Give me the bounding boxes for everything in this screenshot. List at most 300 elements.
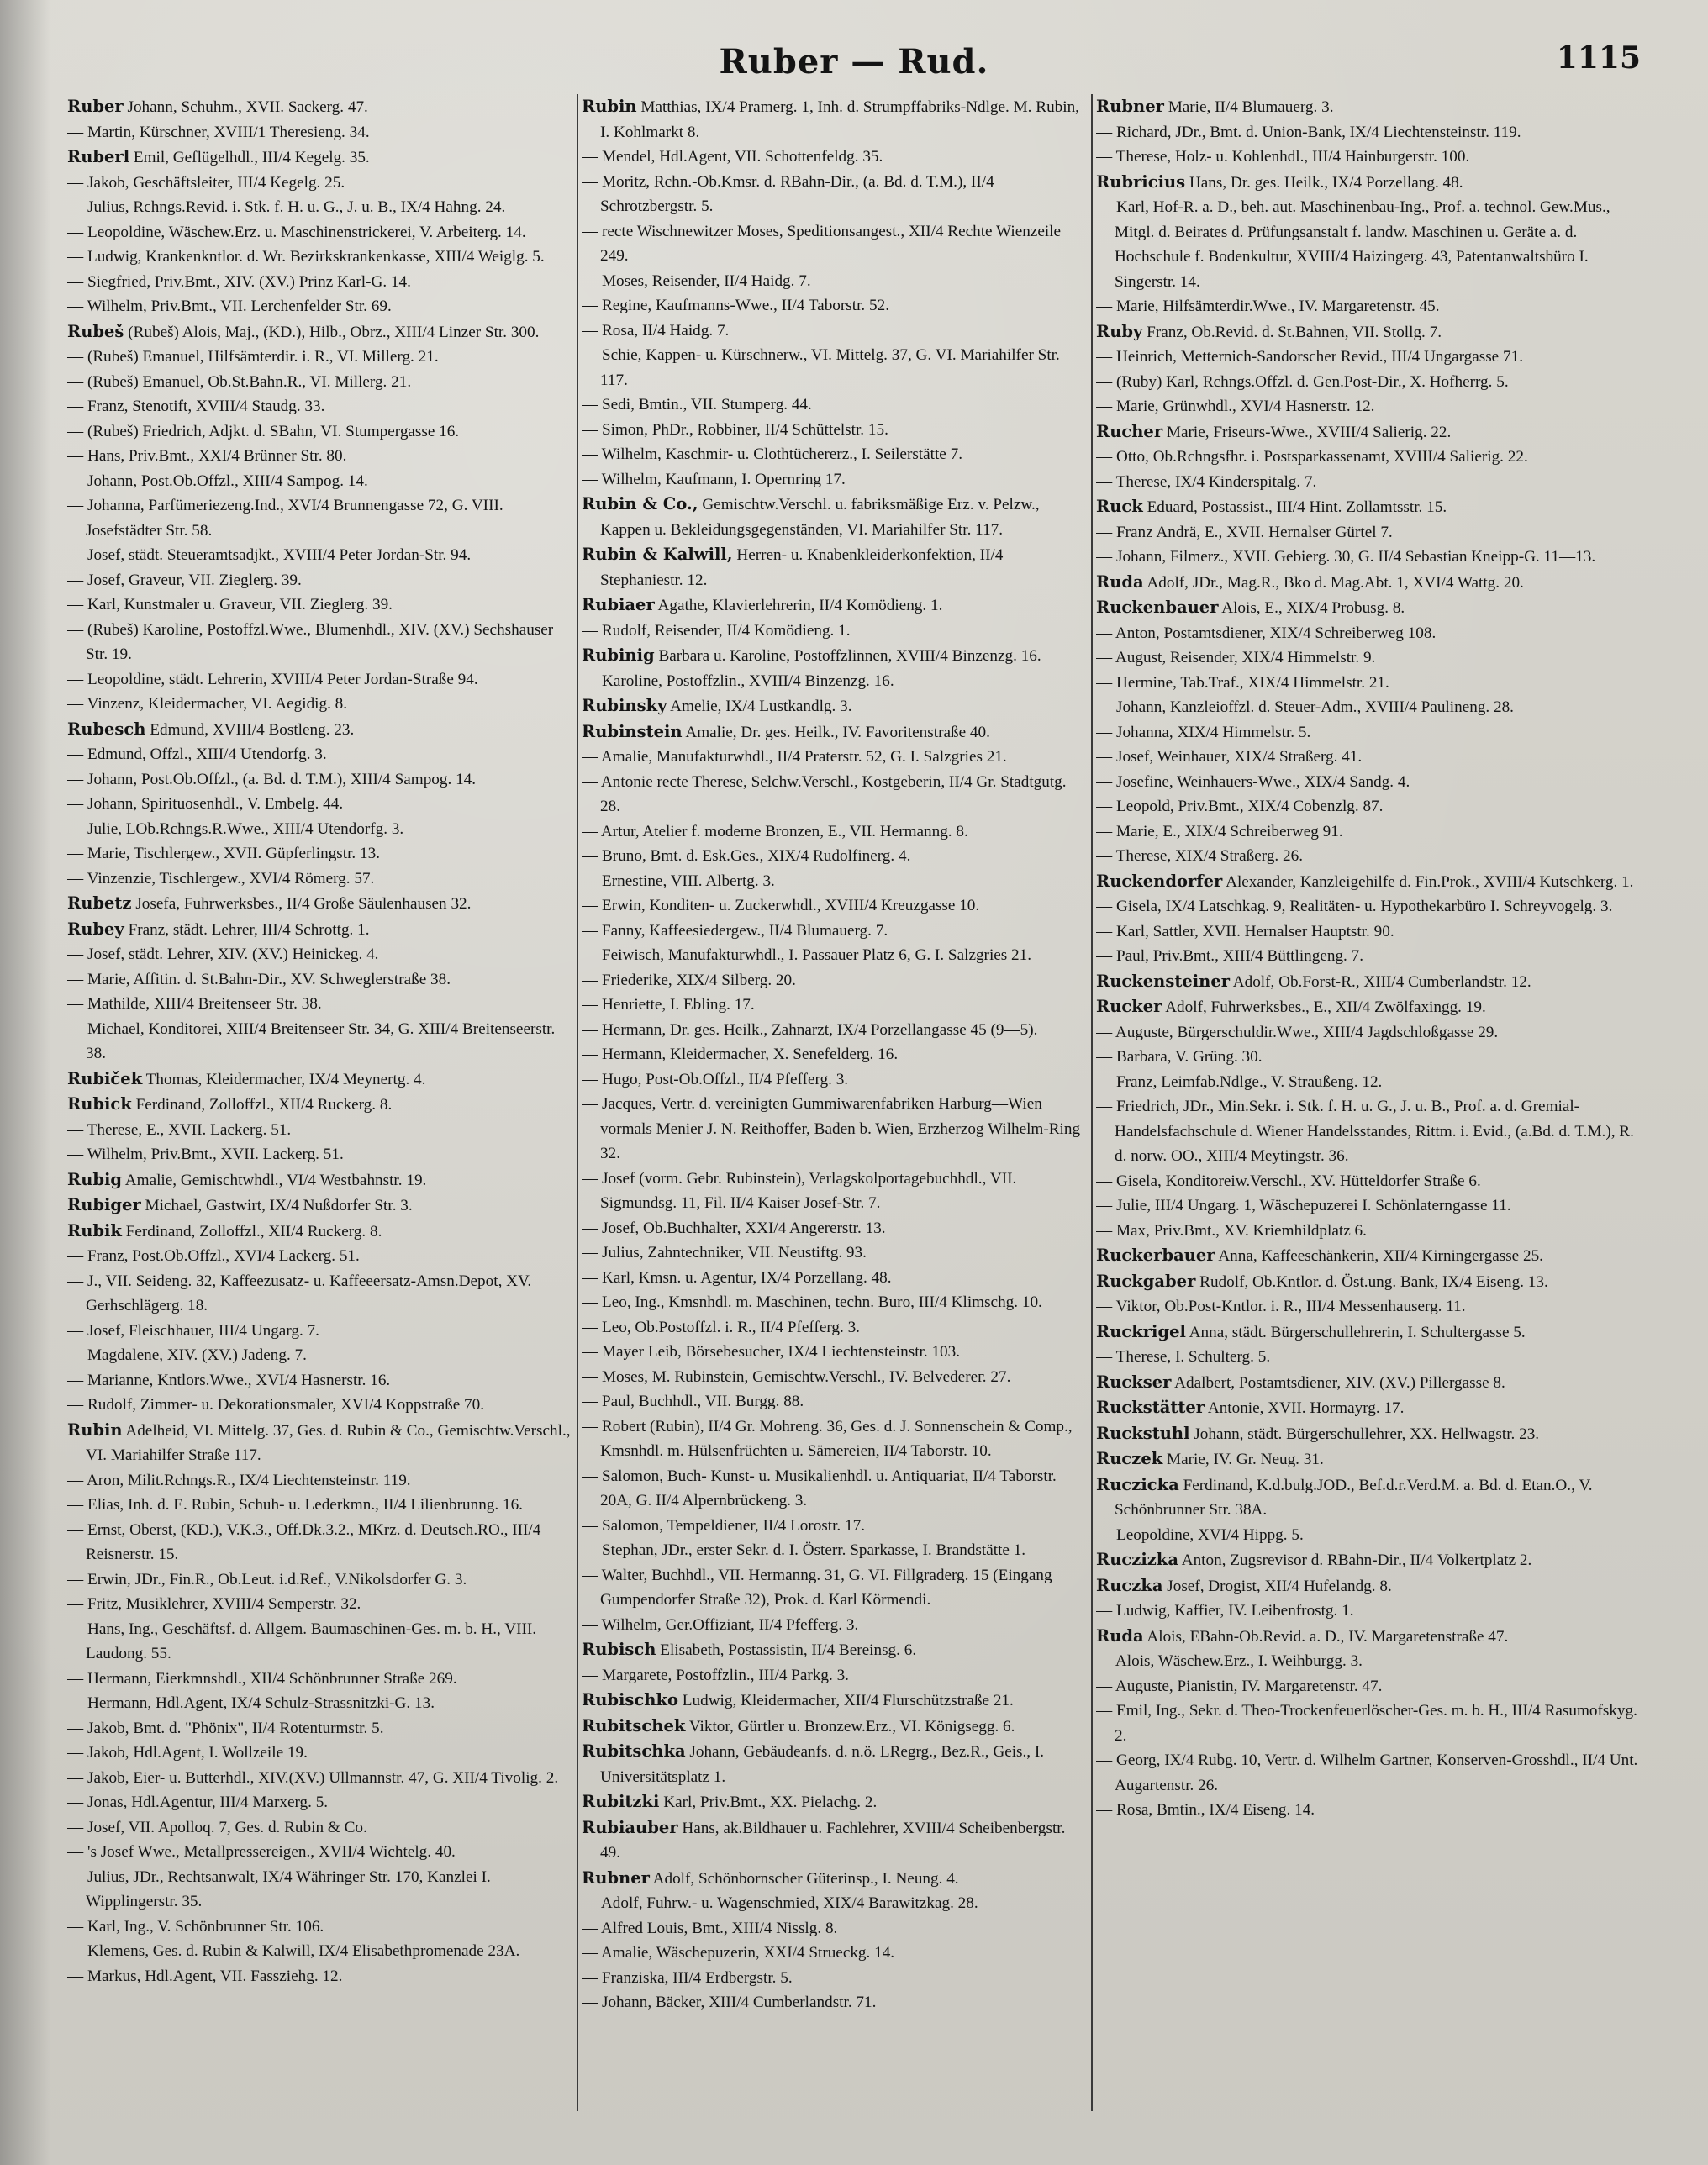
directory-entry — [1096, 120, 1639, 145]
entry-text: Dr. ges. Heilk., Zahnarzt, IX/4 Porzellangasse 45 (9—5). — [666, 1020, 1038, 1039]
entry-headword: Rubiger — [67, 1195, 141, 1214]
entry-headword: — Fanny, — [582, 921, 646, 940]
directory-entry — [67, 1567, 572, 1593]
entry-headword: — Vinzenzie, — [67, 869, 156, 888]
directory-entry — [1096, 145, 1639, 170]
directory-entry — [1096, 1547, 1639, 1573]
entry-text: Adolf, JDr., Mag.R., Bko d. Mag.Abt. 1, XVI/4 Wattg. 20. — [1143, 573, 1524, 592]
entry-text: JDr., Min.Sekr. i. Stk. f. H. u. G., J. u. B., Prof. a. d. Gremial-Handelsfachschule d. Wiener Handelsstandes, Rittm. i. Evid., (a.Bd. d. T.M.), R. d. norw. OO., XIII/4 Meytingstr. 36. — [1115, 1098, 1634, 1165]
entry-text: Karl, Priv.Bmt., XX. Pielachg. 2. — [659, 1794, 878, 1811]
directory-entry — [67, 1368, 572, 1393]
directory-entry — [582, 1916, 1086, 1941]
entry-headword: Ruckstätter — [1096, 1398, 1205, 1417]
entry-headword: Ruckensteiner — [1096, 971, 1231, 991]
entry-text: Milit.Rchngs.R., IX/4 Liechtensteinstr. 119. — [124, 1471, 411, 1489]
entry-text: Adalbert, Postamtsdiener, XIV. (XV.) Pillergasse 8. — [1171, 1373, 1505, 1392]
entry-headword: Rubin & Co., — [582, 494, 698, 514]
directory-entry — [67, 867, 572, 892]
directory-entry — [67, 568, 572, 593]
entry-text: Edmund, XVIII/4 Bostleng. 23. — [145, 720, 355, 739]
column-right — [1096, 94, 1639, 2111]
directory-entry — [1096, 1472, 1639, 1523]
entry-text: E., XVII. Hernalser Gürtel 7. — [1200, 523, 1393, 541]
directory-entry — [67, 1017, 572, 1067]
entry-headword: — Josef, — [67, 946, 125, 963]
entry-headword: — (Rubeš) — [67, 620, 139, 639]
entry-headword: — Max, — [1096, 1221, 1150, 1240]
entry-text: Moses, Speditionsangest., XII/4 Rechte Wienzeile 249. — [600, 222, 1062, 265]
entry-headword: — Rosa, — [1096, 1801, 1153, 1819]
entry-text: V. Grüng. 30. — [1171, 1048, 1263, 1066]
entry-text: Amalie, Gemischtwhdl., VI/4 Westbahnstr. 19. — [122, 1171, 427, 1189]
column-divider — [577, 94, 578, 2111]
entry-headword: — Erwin, — [582, 897, 646, 914]
entry-text: Vertr. d. vereinigten Gummiwarenfabriken Harburg—Wien vormals Menier J. N. Reithoffer, Baden b. Wien, Erzherzog Wilhelm-Ring 32. — [600, 1095, 1081, 1162]
entry-text: Atelier f. moderne Bronzen, E., VII. Hermanng. 8. — [639, 822, 968, 840]
directory-entry — [67, 792, 572, 817]
directory-entry — [67, 1815, 572, 1841]
directory-entry — [1096, 1045, 1639, 1070]
directory-entry — [1096, 1094, 1639, 1169]
directory-entry — [67, 1716, 572, 1741]
directory-entry — [582, 1866, 1086, 1892]
entry-text: Ob.Buchhalter, XXI/4 Angererstr. 13. — [639, 1219, 886, 1237]
directory-entry — [67, 1964, 572, 1989]
directory-entry — [1096, 621, 1639, 646]
entry-text: Alois, E., XIX/4 Probusg. 8. — [1218, 599, 1405, 617]
directory-entry — [582, 418, 1086, 443]
entry-headword: Rubisch — [582, 1640, 656, 1659]
entry-headword: Rubischko — [582, 1690, 678, 1709]
entry-headword: — Jacques, — [582, 1095, 656, 1113]
directory-entry — [1096, 394, 1639, 419]
entry-text: Bäcker, XIII/4 Cumberlandstr. 71. — [651, 1994, 877, 2011]
entry-headword: — Franz Andrä, — [1096, 523, 1201, 541]
entry-headword: Ruckrigel — [1096, 1321, 1186, 1341]
directory-entry — [67, 1193, 572, 1219]
directory-entry — [67, 742, 572, 767]
entry-text: Adolf, Ob.Forst-R., XIII/4 Cumberlandstr. 12. — [1230, 972, 1531, 991]
entry-text: Bmtin., VII. Stumperg. 44. — [634, 396, 812, 414]
directory-entry — [67, 1092, 572, 1118]
entry-headword: — Sedi, — [582, 396, 635, 414]
directory-entry — [67, 593, 572, 618]
entry-text: Amalie, Dr. ges. Heilk., IV. Favoritenstraße 40. — [682, 723, 990, 741]
entry-headword: — Mayer Leib, — [582, 1343, 682, 1361]
entry-text: Priv.Bmt., XXI/4 Brünner Str. 80. — [124, 447, 347, 465]
directory-entry — [582, 1613, 1086, 1638]
entry-text: Offzl., XIII/4 Utendorfg. 3. — [145, 745, 327, 763]
directory-entry — [582, 1815, 1086, 1866]
entry-text: Priv.Bmt., VII. Lerchenfelder Str. 69. — [146, 298, 392, 315]
directory-entry — [1096, 445, 1639, 470]
entry-text: VII. Apolloq. 7, Ges. d. Rubin & Co. — [124, 1818, 367, 1836]
entry-headword: Ruckenbauer — [1096, 598, 1219, 617]
directory-entry — [67, 469, 572, 494]
entry-headword: — Josefine, — [1096, 772, 1173, 791]
directory-entry — [582, 1092, 1086, 1167]
directory-entry — [67, 1518, 572, 1567]
directory-entry — [582, 1563, 1086, 1613]
directory-entry — [1096, 419, 1639, 445]
directory-entry — [67, 1691, 572, 1716]
directory-entry — [67, 294, 572, 319]
directory-entry — [67, 1865, 572, 1915]
entry-headword: — Leopoldine, — [67, 670, 166, 688]
entry-text: Ing., V. Schönbrunner Str. 106. — [119, 1917, 324, 1936]
entry-text: Kaufmanns-Wwe., II/4 Taborstr. 52. — [651, 297, 889, 314]
directory-entry — [67, 145, 572, 171]
directory-entry — [67, 1766, 572, 1791]
directory-entry — [582, 1663, 1086, 1688]
directory-entry — [1096, 944, 1639, 969]
entry-text: XVI/4 Hippg. 5. — [1194, 1525, 1304, 1544]
entry-text: Ob.Rchngsfhr. i. Postsparkassenamt, XVIII/4 Salierig. 22. — [1148, 448, 1528, 466]
entry-headword: — Marianne, — [67, 1371, 154, 1389]
entry-headword: — 's Josef Wwe., — [67, 1843, 180, 1861]
entry-headword: — Robert — [582, 1417, 646, 1435]
directory-entry — [67, 1244, 572, 1269]
entry-headword: — Edmund, — [67, 745, 146, 763]
directory-entry — [582, 1266, 1086, 1291]
entry-text: IX/4 Kinderspitalg. 7. — [1171, 472, 1317, 491]
entry-text: Bürgerschuldir.Wwe., XIII/4 Jagdschloßgasse 29. — [1173, 1023, 1499, 1041]
entry-text: E., XVII. Lackerg. 51. — [142, 1120, 292, 1139]
entry-text: Fuhrw.- u. Wagenschmied, XIX/4 Barawitzkag. 28. — [642, 1894, 978, 1912]
entry-text: I. Schulterg. 5. — [1171, 1348, 1271, 1366]
directory-entry — [1096, 1421, 1639, 1447]
directory-entry — [1096, 869, 1639, 895]
directory-entry — [582, 293, 1086, 319]
entry-headword: Rubricius — [1096, 171, 1186, 192]
directory-entry — [1096, 1169, 1639, 1194]
entry-headword: — Karl, — [1096, 198, 1149, 216]
entry-text: PhDr., Robbiner, II/4 Schüttelstr. 15. — [647, 420, 888, 439]
entry-headword: — Johann, — [67, 770, 138, 788]
entry-text: LOb.Rchngs.R.Wwe., XIII/4 Utendorfg. 3. — [122, 819, 404, 838]
directory-entry — [67, 1067, 572, 1093]
directory-entry — [67, 120, 572, 145]
directory-entry — [1096, 1748, 1639, 1798]
directory-entry — [1096, 994, 1639, 1020]
directory-entry — [1096, 1243, 1639, 1269]
entry-headword: — (Rubeš) — [67, 372, 139, 391]
entry-headword: — Schie, — [582, 346, 642, 364]
entry-headword: — Viktor, — [1096, 1298, 1161, 1315]
entry-headword: — Margarete, — [582, 1666, 672, 1684]
directory-entry — [1096, 520, 1639, 545]
entry-text: Spirituosenhdl., V. Embelg. 44. — [137, 795, 344, 813]
entry-text: Reisender, II/4 Haidg. 7. — [647, 271, 811, 290]
entry-text: Ing., Sekr. d. Theo-Trockenfeuerlöscher-Ges. m. b. H., III/4 Rasumofskyg. 2. — [1115, 1702, 1637, 1745]
entry-text: Alexander, Kanzleigehilfe d. Fin.Prok., XVIII/4 Kutschkerg. 1. — [1222, 872, 1634, 891]
directory-entry — [582, 919, 1086, 944]
directory-entry — [582, 993, 1086, 1018]
entry-headword: — Leo, — [582, 1293, 631, 1311]
entry-text: Geschäftsleiter, III/4 Kegelg. 25. — [129, 173, 345, 192]
entry-text: Herren- u. Knabenkleiderkonfektion, II/4 Stephaniestr. 12. — [600, 546, 1004, 589]
entry-headword: — Aron, — [67, 1471, 124, 1489]
entry-text: Fleischhauer, III/4 Ungarg. 7. — [124, 1321, 319, 1340]
entry-headword: Rubner — [582, 1867, 650, 1888]
entry-text: Postoffzlin., III/4 Parkg. 3. — [672, 1666, 849, 1684]
entry-headword: — Johann, — [1096, 698, 1167, 716]
directory-entry — [582, 467, 1086, 493]
directory-entry — [1096, 294, 1639, 319]
directory-entry — [67, 1343, 572, 1368]
entry-text: Kürschner, XVIII/1 Theresieng. 34. — [135, 123, 370, 141]
entry-text: Hans, Dr. ges. Heilk., IX/4 Porzellang. 48. — [1185, 173, 1463, 192]
entry-text: Grünwhdl., XVI/4 Hasnerstr. 12. — [1158, 398, 1375, 415]
entry-text: Eier- u. Butterhdl., XIV.(XV.) Ullmannstr. 47, G. XII/4 Tivolig. 2. — [129, 1768, 559, 1787]
entry-text: Zimmer- u. Dekorationsmaler, XVI/4 Koppstraße 70. — [136, 1396, 485, 1414]
directory-entry — [582, 1315, 1086, 1341]
entry-text: Marie, II/4 Blumauerg. 3. — [1163, 98, 1334, 116]
directory-entry — [1096, 1674, 1639, 1699]
directory-entry — [67, 1790, 572, 1815]
entry-headword: Rubinig — [582, 645, 655, 665]
entry-text: Ferdinand, K.d.bulg.JOD., Bef.d.r.Verd.M. a. Bd. d. Etan.O., V. Schönbrunner Str. 38A. — [1115, 1476, 1593, 1519]
entry-text: Thomas, Kleidermacher, IX/4 Meynertg. 4. — [142, 1070, 426, 1088]
directory-entry — [67, 1741, 572, 1766]
entry-headword: — Hermann, — [582, 1046, 667, 1063]
entry-text: Reisender, XIX/4 Himmelstr. 9. — [1166, 649, 1376, 666]
entry-headword: — Jonas, — [67, 1794, 128, 1811]
entry-text: Hof-R. a. D., beh. aut. Maschinenbau-Ing., Prof. a. technol. Gew.Mus., Mitgl. d. Beirates d. Prüfungsanstalt f. landw. Maschinen u. Geräte a. d. Hochschule f. Bodenkultur, XVIII/4 Haizingerg. 43, Patentanwaltsbüro I. Singerstr. 14. — [1115, 198, 1610, 291]
entry-headword: — Michael, — [67, 1019, 145, 1038]
entry-headword: — Julie, — [67, 819, 123, 838]
entry-text: Tischlergew., XVII. Güpferlingstr. 13. — [129, 845, 380, 862]
entry-headword: — Elias, — [67, 1496, 124, 1514]
directory-entry — [1096, 545, 1639, 570]
entry-headword: — Emil, — [1096, 1702, 1152, 1720]
entry-headword: Rubey — [67, 919, 124, 939]
entry-headword: — (Rubeš) — [67, 422, 139, 440]
entry-text: Anna, Kaffeeschänkerin, XII/4 Kirningergasse 25. — [1215, 1247, 1543, 1265]
entry-text: IX/4 Latschkag. 9, Realitäten- u. Hypothekarbüro I. Schreyvogelg. 3. — [1161, 898, 1613, 915]
directory-entry — [1096, 570, 1639, 596]
entry-text: VIII. Albertg. 3. — [667, 872, 775, 890]
directory-entry — [67, 419, 572, 445]
entry-headword: — Hans, — [67, 1620, 125, 1638]
entry-headword: — Johann, — [67, 471, 138, 490]
directory-entry — [582, 693, 1086, 719]
directory-entry — [67, 1468, 572, 1493]
directory-entry — [67, 543, 572, 568]
entry-text: Karoline, Postoffzl.Wwe., Blumenhdl., XIV. (XV.) Sechshauser Str. 19. — [86, 620, 554, 663]
directory-entry — [67, 444, 572, 469]
entry-headword: — Josef — [582, 1169, 635, 1188]
entry-headword: Rubeš — [67, 321, 124, 341]
directory-entry — [67, 992, 572, 1017]
directory-entry — [1096, 919, 1639, 945]
entry-text: Ludwig, Kleidermacher, XII/4 Flurschützstraße 21. — [677, 1692, 1014, 1709]
entry-text: Priv.Bmt., XVII. Lackerg. 51. — [146, 1146, 344, 1163]
directory-entry — [1096, 695, 1639, 720]
directory-entry — [582, 1789, 1086, 1815]
entry-text: Konditen- u. Zuckerwhdl., XVIII/4 Kreuzgasse 10. — [645, 897, 980, 914]
entry-headword: Rubik — [67, 1220, 122, 1241]
entry-text: Buch- Kunst- u. Musikalienhdl. u. Antiquariat, II/4 Taborstr. 20A, G. II/4 Alpernbrückeng. 3. — [600, 1467, 1057, 1509]
directory-entry — [67, 1493, 572, 1518]
entry-headword: — Wilhelm, — [582, 445, 662, 463]
entry-text: Marie, Friseurs-Wwe., XVIII/4 Salierig. 22. — [1162, 423, 1452, 441]
entry-headword: — Josef, — [67, 1321, 125, 1340]
directory-entry — [1096, 1395, 1639, 1421]
directory-entry — [582, 319, 1086, 344]
directory-entry — [67, 171, 572, 196]
entry-headword: Rubetz — [67, 893, 132, 913]
entry-text: IX/4 Rubg. 10, Vertr. d. Wilhelm Gartner, Konserven-Grosshdl., II/4 Unt. Augartenstr. 26. — [1115, 1751, 1638, 1794]
entry-headword: — Rosa, — [582, 321, 639, 340]
entry-text: Ger.Offiziant, II/4 Pfefferg. 3. — [661, 1615, 859, 1634]
entry-headword: — Georg, — [1096, 1751, 1161, 1769]
entry-text: Börsebesucher, IX/4 Liechtensteinstr. 103. — [681, 1343, 961, 1361]
directory-entry — [582, 1389, 1086, 1414]
entry-headword: — Julius, — [582, 1244, 644, 1262]
entry-headword: — Josef, — [67, 571, 125, 589]
entry-headword: — Leopold, — [1096, 798, 1174, 815]
entry-headword: Rubner — [1096, 97, 1164, 116]
entry-headword: — Therese, — [1096, 472, 1172, 491]
entry-headword: Rubinstein — [582, 721, 683, 741]
entry-headword: Rubitzki — [582, 1792, 660, 1811]
entry-text: Ferdinand, Zolloffzl., XII/4 Ruckerg. 8. — [131, 1096, 393, 1114]
directory-entry — [1096, 345, 1639, 370]
entry-headword: — recte Wischnewitzer — [582, 222, 734, 240]
entry-text: JDr., erster Sekr. d. I. Österr. Sparkasse, I. Brandstätte 1. — [657, 1541, 1026, 1559]
directory-entry — [582, 1414, 1086, 1464]
entry-text: Viktor, Gürtler u. Bronzew.Erz., VI. Königsegg. 6. — [685, 1717, 1015, 1736]
entry-headword: — Wilhelm, — [582, 470, 662, 488]
entry-headword: — Therese, — [1096, 847, 1172, 865]
entry-text: Hdl.Agent, VII. Fassziehg. 12. — [140, 1967, 343, 1985]
entry-text: Emil, Geflügelhdl., III/4 Kegelg. 35. — [129, 149, 370, 166]
entry-headword: — Siegfried, — [67, 272, 151, 291]
entry-text: Graveur, VII. Zieglerg. 39. — [124, 571, 302, 589]
entry-headword: — Karl, — [1096, 922, 1149, 940]
entry-headword: — Franziska, — [582, 1968, 669, 1987]
entry-text: Emanuel, Hilfsämterdir. i. R., VI. Millerg. 21. — [138, 348, 439, 366]
entry-headword: Rucker — [1096, 997, 1162, 1016]
directory-entry — [1096, 470, 1639, 495]
directory-entry — [67, 394, 572, 419]
entry-text: Josefa, Fuhrwerksbes., II/4 Große Säulenhausen 32. — [131, 895, 472, 913]
entry-text: Hilfsämterdir.Wwe., IV. Margaretenstr. 45. — [1158, 298, 1440, 315]
entry-text: Adolf, Schönbornscher Güterinsp., I. Neung. 4. — [649, 1869, 959, 1888]
entry-headword: — Friederike, — [582, 971, 672, 989]
directory-entry — [582, 392, 1086, 418]
entry-text: XIX/4 Himmelstr. 5. — [1173, 723, 1311, 741]
directory-entry — [67, 817, 572, 842]
entry-headword: — Leopoldine, — [67, 223, 166, 241]
entry-text: Eduard, Postassist., III/4 Hint. Zollamtsstr. 15. — [1142, 498, 1447, 516]
directory-entry — [1096, 794, 1639, 819]
entry-headword: Rubin & Kalwill, — [582, 545, 733, 564]
directory-entry — [67, 618, 572, 667]
directory-entry — [67, 692, 572, 717]
entry-text: JDr., Rechtsanwalt, IX/4 Währinger Str. 170, Kanzlei I. Wipplingerstr. 35. — [86, 1867, 491, 1910]
entry-headword: Ruberl — [67, 147, 130, 166]
directory-entry — [67, 1219, 572, 1245]
directory-entry — [582, 770, 1086, 819]
entry-headword: Rubinsky — [582, 696, 667, 715]
directory-entry — [1096, 1294, 1639, 1320]
entry-text: Oberst, (KD.), V.K.3., Off.Dk.3.2., MKrz. d. Deutsch.RO., III/4 Reisnerstr. 15. — [86, 1520, 541, 1563]
entry-headword: Ruby — [1096, 321, 1143, 341]
entry-headword: — Jakob, — [67, 1744, 129, 1762]
entry-headword: — Marie, — [1096, 298, 1159, 315]
directory-entry — [582, 1290, 1086, 1315]
entry-headword: — Jakob, — [67, 173, 129, 192]
directory-entry — [582, 343, 1086, 392]
entry-text: Hdl.Agent, I. Wollzeile 19. — [129, 1744, 308, 1762]
entry-text: Friedrich, Adjkt. d. SBahn, VI. Stumpergasse 16. — [138, 422, 460, 440]
entry-headword: — Julie, — [1096, 1197, 1152, 1214]
directory-entry — [67, 370, 572, 395]
directory-entry — [582, 1167, 1086, 1216]
entry-headword: — Paul, — [582, 1393, 635, 1410]
entry-headword: — Artur, — [582, 822, 640, 840]
entry-headword: Ruda — [1096, 1625, 1144, 1646]
directory-entry — [67, 1118, 572, 1143]
entry-headword: — Ludwig, — [1096, 1602, 1171, 1620]
entry-headword: — Marie, — [1096, 822, 1159, 840]
directory-entry — [582, 94, 1086, 145]
entry-headword: — Josef, — [67, 1818, 125, 1836]
entry-text: Rchngs.Revid. i. Stk. f. H. u. G., J. u. B., IX/4 Hahng. 24. — [129, 198, 506, 216]
directory-entry — [1096, 645, 1639, 671]
entry-text: Antonie, XVII. Hormayrg. 17. — [1205, 1399, 1405, 1417]
entry-text: Bmt. d. "Phönix", II/4 Rotenturmstr. 5. — [129, 1719, 384, 1737]
directory-entry — [67, 1617, 572, 1667]
entry-text: Buchhdl., VII. Hermanng. 31, G. VI. Fillgraderg. 15 (Eingang Gumpendorfer Straße 32), Prok. d. Karl Körmendi. — [600, 1566, 1052, 1609]
entry-headword: — Wilhelm, — [67, 1146, 147, 1163]
entry-headword: — Leopoldine, — [1096, 1525, 1194, 1544]
entry-headword: Rubin — [582, 97, 637, 116]
entry-headword: Rubig — [67, 1169, 123, 1189]
entry-headword: Rubitschek — [582, 1715, 686, 1736]
directory-entry — [1096, 1649, 1639, 1674]
entry-headword: — Josef, — [67, 546, 125, 564]
entry-text: Ferdinand, Zolloffzl., XII/4 Ruckerg. 8. — [121, 1222, 382, 1241]
entry-headword: Ruckser — [1096, 1372, 1172, 1392]
entry-headword: Rucher — [1096, 421, 1163, 441]
directory-entry — [67, 195, 572, 220]
entry-text: Konditoreiw.Verschl., XV. Hütteldorfer Straße 6. — [1161, 1172, 1481, 1190]
directory-entry — [582, 1216, 1086, 1241]
entry-headword: Ruckendorfer — [1096, 871, 1223, 891]
entry-text: Weinhauers-Wwe., XIX/4 Sandg. 4. — [1173, 772, 1410, 791]
entry-text: Affitin. d. St.Bahn-Dir., XV. Schweglerstraße 38. — [129, 970, 451, 988]
directory-entry — [67, 1592, 572, 1617]
entry-headword: — Johanna, — [1096, 723, 1173, 741]
directory-entry — [67, 967, 572, 993]
entry-headword: — Jakob, — [67, 1719, 129, 1737]
entry-text: Ges. d. Rubin & Kalwill, IX/4 Elisabethpromenade 23A. — [149, 1942, 520, 1960]
directory-entry — [582, 1018, 1086, 1043]
entry-text: Manufakturwhdl., II/4 Praterstr. 52, G. I. Salzgries 21. — [652, 748, 1007, 766]
directory-entry — [582, 745, 1086, 770]
directory-entry — [582, 170, 1086, 219]
entry-text: Kunstmaler u. Graveur, VII. Zieglerg. 39. — [119, 596, 393, 614]
entry-text: Anton, Zugsrevisor d. RBahn-Dir., II/4 Volkertplatz 2. — [1178, 1551, 1532, 1569]
entry-text: Konditorei, XIII/4 Breitenseer Str. 34, G. XIII/4 Breitenseerstr. 38. — [86, 1019, 556, 1062]
entry-text: Priv.Bmt., XIV. (XV.) Prinz Karl-G. 14. — [150, 272, 411, 291]
directory-entry — [67, 1939, 572, 1964]
entry-headword: — Hermann, — [582, 1020, 667, 1039]
entry-text: Rudolf, Ob.Kntlor. d. Öst.ung. Bank, IX/4 Eiseng. 13. — [1195, 1272, 1548, 1291]
